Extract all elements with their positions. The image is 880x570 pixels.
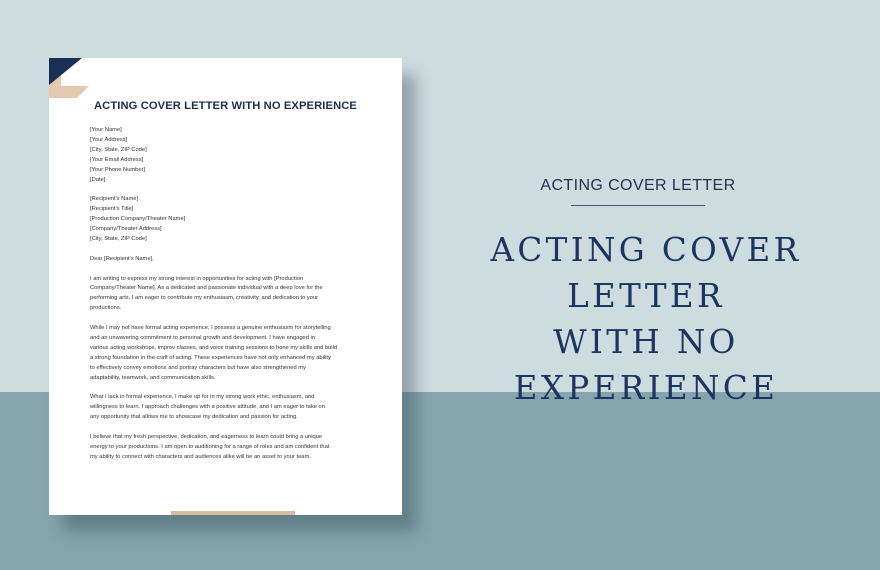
side-divider: [571, 205, 705, 206]
sender-line: [Your Address]: [90, 136, 128, 143]
salutation: Dear [Recipient's Name],: [90, 255, 154, 262]
corner-decoration-icon: [49, 58, 89, 98]
paragraph-line: to effectively convey emotions and portray characters but have also strengthened my: [90, 364, 306, 371]
paragraph-line: While I may not have formal acting experience, I possess a genuine enthusiasm for storytelling: [90, 325, 331, 332]
side-title: [420, 227, 872, 411]
letter-body: [90, 126, 362, 463]
paragraph-line: adaptability, teamwork, and communication skills.: [90, 374, 216, 381]
recipient-line: [Recipient's Title]: [90, 206, 134, 213]
paragraph-line: and an unwavering commitment to personal growth and development. I have engaged in: [90, 334, 316, 341]
paragraph-line: What I lack in formal experience, I make up for in my strong work ethic, enthusiasm, and: [90, 394, 315, 401]
recipient-line: [Production Company/Theater Name]: [90, 216, 186, 223]
sender-line: [Your Name]: [90, 127, 122, 133]
paragraph-line: productions.: [90, 305, 122, 312]
side-title-line: ACTING COVER LETTER: [490, 231, 802, 315]
recipient-line: [Recipient's Name]: [90, 196, 139, 203]
paragraph-line: I am writing to express my strong interest in opportunities for acting with [Production: [90, 275, 304, 282]
bottom-accent-bar: [171, 511, 295, 515]
sender-line: [Date]: [90, 176, 106, 183]
paragraph-line: various acting workshops, improv classes, and voice training sessions to hone my skills and build: [90, 344, 338, 351]
paragraph-line: energy to your productions. I am open to auditioning for a range of roles and am confident that: [90, 443, 330, 450]
recipient-block: [90, 195, 362, 245]
paragraph-line: my ability to connect with characters and audiences alike will be an asset to your team.: [90, 453, 311, 460]
paragraph-line: willingness to learn. I approach challenges with a positive attitude, and I am eager to take on: [90, 404, 325, 411]
side-subtitle: ACTING COVER LETTER: [540, 177, 736, 194]
recipient-line: [City, State, ZIP Code]: [90, 235, 147, 242]
paragraph: [90, 393, 362, 423]
paragraph: [90, 275, 362, 315]
paragraph: [90, 433, 362, 463]
recipient-line: [Company/Theater Address]: [90, 226, 162, 233]
paragraph-line: a strong foundation in the craft of acting. These experiences have not only enhanced my ability: [90, 354, 331, 361]
side-title-line: WITH NO EXPERIENCE: [513, 323, 779, 407]
document-page: [49, 58, 402, 515]
document-title: ACTING COVER LETTER WITH NO EXPERIENCE: [94, 100, 357, 112]
paragraph-line: I believe that my fresh perspective, dedication, and eagerness to learn could bring a unique: [90, 434, 323, 440]
sender-line: [City, State, ZIP Code]: [90, 146, 147, 153]
paragraph-line: performing arts, I am eager to contribute my enthusiasm, creativity, and dedication to your: [90, 295, 319, 302]
paragraph-line: Company/Theater Name]. As a dedicated and passionate individual with a deep love for the: [90, 285, 323, 292]
paragraph: [90, 324, 362, 383]
paragraph-line: any opportunity that allows me to showcase my dedication and passion for acting.: [90, 414, 298, 421]
sender-line: [Your Email Address]: [90, 156, 144, 163]
sender-line: [Your Phone Number]: [90, 166, 146, 173]
sender-block: [90, 126, 362, 185]
